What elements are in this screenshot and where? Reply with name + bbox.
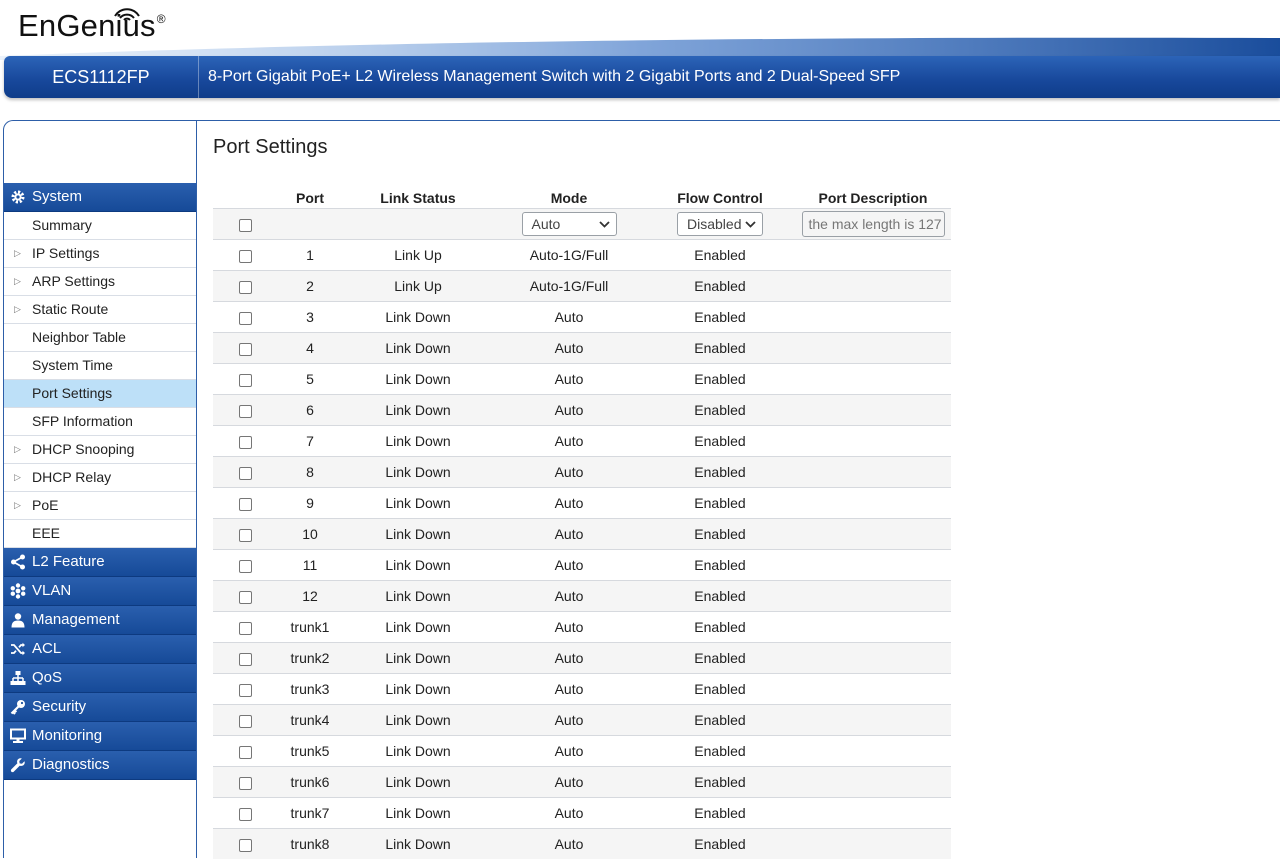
link-status-cell: Link Down [343,302,493,333]
link-status-cell: Link Down [343,736,493,767]
flow-control-cell: Enabled [645,395,795,426]
bulk-port-cell [277,209,343,240]
port-description-cell [795,271,951,302]
flow-control-cell: Enabled [645,550,795,581]
table-row [213,829,951,859]
sidebar-item[interactable] [4,380,196,408]
sidebar-section-acl[interactable] [4,635,196,664]
port-description-cell [795,829,951,859]
mode-select-value: Auto [532,216,561,232]
header [0,0,1280,120]
flow-control-cell: Enabled [645,302,795,333]
sidebar-item[interactable] [4,436,196,464]
port-description-cell [795,333,951,364]
flow-control-cell: Enabled [645,674,795,705]
bulk-mode-cell [493,209,645,240]
flow-control-cell: Enabled [645,767,795,798]
select-all-checkbox[interactable] [239,219,252,232]
mode-cell: Auto [493,364,645,395]
sidebar-item[interactable] [4,520,196,548]
sidebar-item-label: DHCP Relay [32,469,111,485]
row-checkbox[interactable] [239,560,252,573]
link-status-cell: Link Down [343,581,493,612]
chevron-down-icon [745,221,756,228]
mode-cell: Auto [493,550,645,581]
table-row [213,333,951,364]
link-status-cell: Link Down [343,457,493,488]
row-checkbox[interactable] [239,653,252,666]
share-icon [10,554,26,570]
key-icon [10,699,26,715]
flow-control-cell: Enabled [645,426,795,457]
port-settings-table [213,183,951,859]
bulk-desc-cell [795,209,951,240]
link-status-cell: Link Down [343,705,493,736]
port-description-cell [795,364,951,395]
select-cell [213,426,277,457]
model-description: 8-Port Gigabit PoE+ L2 Wireless Management Switch with 2 Gigabit Ports and 2 Dual-Speed SFP [208,56,900,98]
link-status-cell: Link Up [343,271,493,302]
select-cell [213,798,277,829]
flow-control-cell: Enabled [645,612,795,643]
sidebar-section-system[interactable] [4,183,196,212]
flow-control-cell: Enabled [645,705,795,736]
sidebar-item[interactable] [4,464,196,492]
sidebar-item-label: IP Settings [32,245,99,261]
port-cell: 9 [277,488,343,519]
row-checkbox[interactable] [239,374,252,387]
sidebar-section-label: Management [32,606,120,634]
flow-control-cell: Enabled [645,736,795,767]
sidebar-item-label: SFP Information [32,413,133,429]
port-description-cell [795,519,951,550]
table-row [213,488,951,519]
link-status-cell: Link Down [343,829,493,859]
link-status-cell: Link Down [343,767,493,798]
mode-cell: Auto [493,519,645,550]
select-cell [213,736,277,767]
row-checkbox[interactable] [239,498,252,511]
port-cell: trunk6 [277,767,343,798]
port-cell: 4 [277,333,343,364]
bulk-link-cell [343,209,493,240]
row-checkbox[interactable] [239,715,252,728]
port-cell: 8 [277,457,343,488]
model-name: ECS1112FP [4,56,199,98]
port-description-cell [795,550,951,581]
row-checkbox[interactable] [239,343,252,356]
mode-cell: Auto [493,736,645,767]
sidebar-section-label: QoS [32,664,62,692]
sidebar-item[interactable] [4,212,196,240]
select-cell [213,240,277,271]
table-row [213,519,951,550]
sidebar-section-management[interactable] [4,606,196,635]
shuffle-icon [10,641,26,657]
mode-cell: Auto [493,457,645,488]
flow-control-cell: Enabled [645,271,795,302]
mode-cell: Auto [493,395,645,426]
port-description-cell [795,674,951,705]
flow-control-cell: Enabled [645,240,795,271]
sidebar-section-monitoring[interactable] [4,722,196,751]
mode-cell: Auto [493,829,645,859]
select-cell [213,302,277,333]
sidebar-section-vlan[interactable] [4,577,196,606]
sidebar-item-label: Port Settings [32,385,112,401]
row-checkbox[interactable] [239,529,252,542]
sidebar-section-diagnostics[interactable] [4,751,196,780]
row-checkbox[interactable] [239,684,252,697]
mode-cell: Auto [493,333,645,364]
chevron-down-icon [599,221,610,228]
table-row [213,674,951,705]
link-status-cell: Link Down [343,798,493,829]
port-cell: 6 [277,395,343,426]
sidebar-item-label: ARP Settings [32,273,115,289]
flow-control-cell: Enabled [645,829,795,859]
row-checkbox[interactable] [239,746,252,759]
sidebar-item[interactable] [4,492,196,520]
port-description-input[interactable]: the max length is 127 [802,211,945,237]
link-status-cell: Link Down [343,550,493,581]
bulk-edit-row [213,209,951,240]
port-description-cell [795,457,951,488]
page-title: Port Settings [213,136,328,159]
port-description-cell [795,798,951,829]
flow-control-cell: Enabled [645,364,795,395]
port-cell: trunk4 [277,705,343,736]
sidebar-item[interactable] [4,408,196,436]
mode-cell: Auto-1G/Full [493,271,645,302]
table-row [213,240,951,271]
expand-arrow-icon: ▷ [14,240,21,267]
table-row [213,302,951,333]
expand-arrow-icon: ▷ [14,436,21,463]
port-cell: trunk8 [277,829,343,859]
select-cell [213,395,277,426]
row-checkbox[interactable] [239,281,252,294]
select-cell [213,488,277,519]
mode-cell: Auto [493,426,645,457]
sidebar-item-label: DHCP Snooping [32,441,134,457]
header-select [213,183,277,209]
sidebar-item[interactable] [4,296,196,324]
link-status-cell: Link Down [343,674,493,705]
port-cell: 2 [277,271,343,302]
select-cell [213,705,277,736]
table-row [213,612,951,643]
mode-select[interactable] [522,212,617,236]
mode-cell: Auto [493,581,645,612]
table-row [213,798,951,829]
mode-cell: Auto [493,705,645,736]
table-row [213,581,951,612]
row-checkbox[interactable] [239,839,252,852]
row-checkbox[interactable] [239,467,252,480]
port-description-cell [795,705,951,736]
link-status-cell: Link Down [343,395,493,426]
sidebar-item-label: Neighbor Table [32,329,126,345]
wrench-icon [10,757,26,773]
select-cell [213,612,277,643]
header-flow-control: Flow Control [645,183,795,209]
row-checkbox[interactable] [239,312,252,325]
wifi-icon [110,2,144,22]
flow-control-cell: Enabled [645,643,795,674]
monitor-icon [10,728,26,744]
select-cell [213,271,277,302]
sidebar-section-label: Monitoring [32,722,102,750]
system-submenu [4,212,196,548]
network-icon [10,670,26,686]
mode-cell: Auto [493,798,645,829]
port-cell: 11 [277,550,343,581]
link-status-cell: Link Up [343,240,493,271]
sidebar-sections [4,548,196,780]
row-checkbox[interactable] [239,777,252,790]
table-row [213,271,951,302]
expand-arrow-icon: ▷ [14,268,21,295]
mode-cell: Auto [493,643,645,674]
user-icon [10,612,26,628]
port-cell: 7 [277,426,343,457]
flow-control-cell: Enabled [645,519,795,550]
port-description-cell [795,643,951,674]
port-cell: trunk2 [277,643,343,674]
port-description-cell [795,736,951,767]
header-port: Port [277,183,343,209]
port-cell: trunk3 [277,674,343,705]
port-description-cell [795,581,951,612]
port-description-cell [795,302,951,333]
link-status-cell: Link Down [343,364,493,395]
mode-cell: Auto-1G/Full [493,240,645,271]
select-cell [213,674,277,705]
link-status-cell: Link Down [343,426,493,457]
expand-arrow-icon: ▷ [14,296,21,323]
registered-mark: ® [157,12,166,26]
sidebar-item[interactable] [4,352,196,380]
sidebar [4,183,196,780]
select-cell [213,581,277,612]
header-port-description: Port Description [795,183,951,209]
port-cell: trunk1 [277,612,343,643]
flow-control-cell: Enabled [645,457,795,488]
sidebar-item-label: System Time [32,357,113,373]
port-description-cell [795,612,951,643]
flow-control-cell: Enabled [645,581,795,612]
port-description-cell [795,488,951,519]
sidebar-section-label: ACL [32,635,61,663]
port-cell: 1 [277,240,343,271]
link-status-cell: Link Down [343,488,493,519]
port-cell: trunk5 [277,736,343,767]
mode-cell: Auto [493,674,645,705]
sidebar-section-label: VLAN [32,577,71,605]
table-row [213,395,951,426]
gear-icon [10,189,26,205]
sidebar-item-label: EEE [32,525,60,541]
sidebar-section-security[interactable] [4,693,196,722]
cluster-icon [10,583,26,599]
flow-control-cell: Enabled [645,798,795,829]
bulk-flow-cell [645,209,795,240]
select-cell [213,643,277,674]
select-cell [213,457,277,488]
expand-arrow-icon: ▷ [14,492,21,519]
port-cell: 12 [277,581,343,612]
port-cell: 5 [277,364,343,395]
row-checkbox[interactable] [239,808,252,821]
port-description-cell [795,767,951,798]
sidebar-section-label: System [32,183,82,211]
sidebar-item-label: Summary [32,217,92,233]
select-cell [213,519,277,550]
sidebar-section-label: Diagnostics [32,751,110,779]
row-checkbox[interactable] [239,591,252,604]
sidebar-section-label: Security [32,693,86,721]
row-checkbox[interactable] [239,250,252,263]
content-frame-top [196,120,1280,121]
port-cell: trunk7 [277,798,343,829]
sidebar-section-qos[interactable] [4,664,196,693]
port-description-cell [795,426,951,457]
table-row [213,705,951,736]
select-cell [213,364,277,395]
sidebar-section-l2-feature[interactable] [4,548,196,577]
row-checkbox[interactable] [239,436,252,449]
table-row [213,364,951,395]
logo-text: EnGenius [18,8,156,43]
table-row [213,767,951,798]
sidebar-item-label: PoE [32,497,58,513]
select-cell [213,550,277,581]
sidebar-item[interactable] [4,324,196,352]
port-cell: 10 [277,519,343,550]
table-row [213,736,951,767]
table-row [213,550,951,581]
flow-control-cell: Enabled [645,333,795,364]
table-row [213,426,951,457]
sidebar-section-label: L2 Feature [32,548,105,576]
mode-cell: Auto [493,302,645,333]
flow-control-cell: Enabled [645,488,795,519]
flow-control-select[interactable] [677,212,763,236]
link-status-cell: Link Down [343,643,493,674]
expand-arrow-icon: ▷ [14,464,21,491]
sidebar-item-label: Static Route [32,301,108,317]
table-header-row [213,183,951,209]
sidebar-item[interactable] [4,268,196,296]
select-cell [213,333,277,364]
sidebar-item[interactable] [4,240,196,268]
select-cell [213,767,277,798]
port-description-cell [795,240,951,271]
flow-control-select-value: Disabled [687,216,741,232]
model-bar [4,56,1280,98]
select-cell [213,829,277,859]
port-description-cell [795,395,951,426]
link-status-cell: Link Down [343,333,493,364]
link-status-cell: Link Down [343,519,493,550]
row-checkbox[interactable] [239,622,252,635]
mode-cell: Auto [493,767,645,798]
link-status-cell: Link Down [343,612,493,643]
row-checkbox[interactable] [239,405,252,418]
header-mode: Mode [493,183,645,209]
mode-cell: Auto [493,488,645,519]
table-row [213,457,951,488]
mode-cell: Auto [493,612,645,643]
port-cell: 3 [277,302,343,333]
header-link-status: Link Status [343,183,493,209]
bulk-select-cell [213,209,277,240]
table-row [213,643,951,674]
